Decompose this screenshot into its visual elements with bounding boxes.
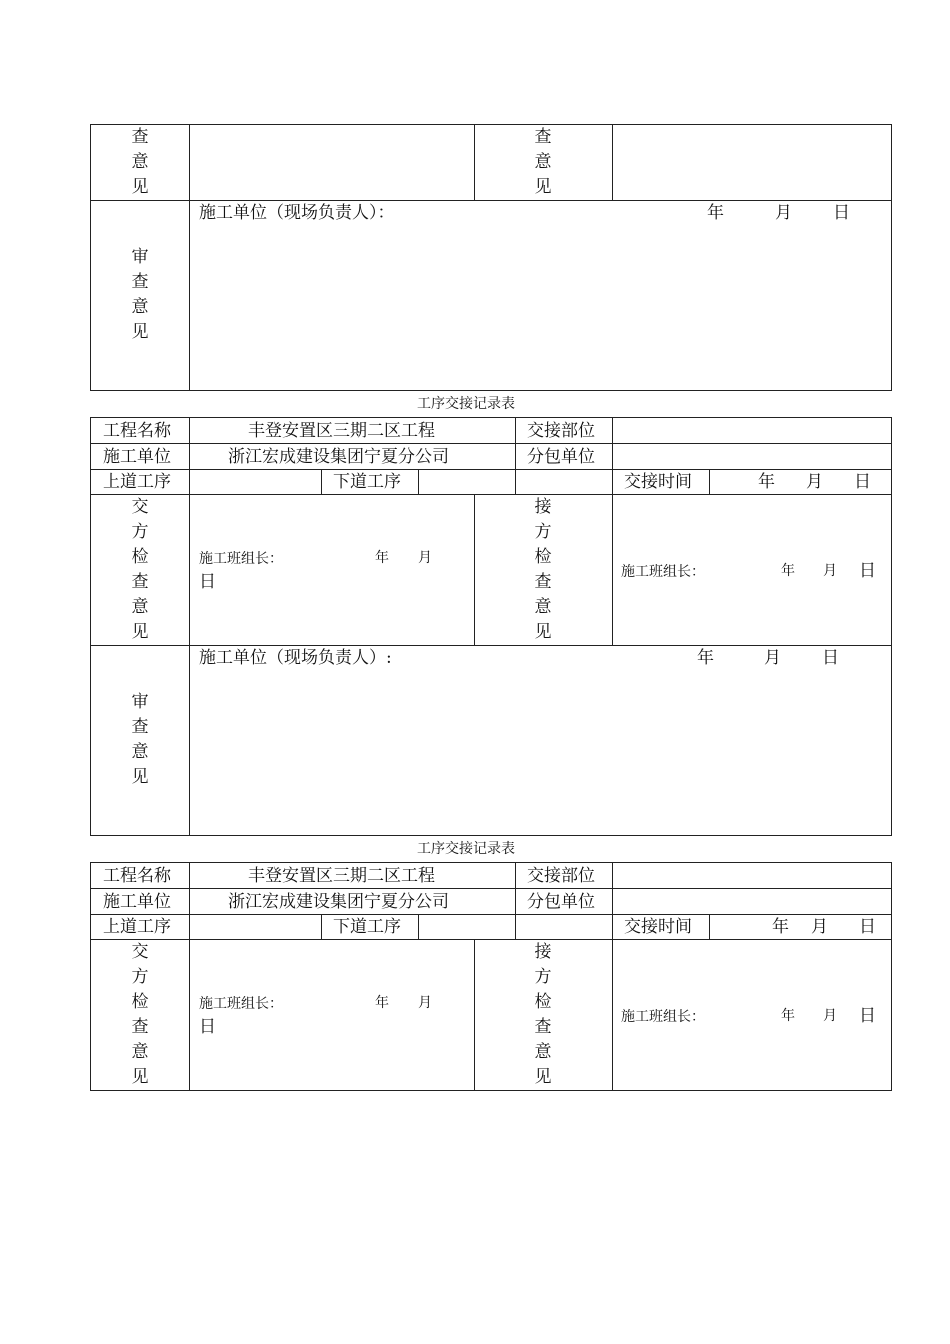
project-name-value: 丰登安置区三期二区工程 bbox=[248, 421, 435, 441]
handover-time-day: 日 bbox=[854, 472, 871, 492]
form-title: 工序交接记录表 bbox=[417, 841, 515, 857]
handover-time-month: 月 bbox=[811, 917, 828, 937]
team-leader-day-left: 日 bbox=[199, 572, 216, 592]
top-review-text: 施工单位（现场负责人）： bbox=[199, 203, 395, 223]
top-review-month: 月 bbox=[775, 203, 792, 223]
handover-part-label: 交接部位 bbox=[527, 421, 595, 441]
team-leader-year-left: 年 bbox=[375, 995, 389, 1011]
next-process-label: 下道工序 bbox=[333, 917, 401, 937]
team-leader-label-left: 施工班组长： bbox=[199, 996, 283, 1012]
project-name-label: 工程名称 bbox=[103, 866, 171, 886]
next-process-label: 下道工序 bbox=[333, 472, 401, 492]
prev-process-label: 上道工序 bbox=[103, 917, 171, 937]
handover-time-day: 日 bbox=[859, 917, 876, 937]
top-right-check-label: 查 意 见 bbox=[534, 127, 552, 197]
construction-unit-label: 施工单位 bbox=[103, 447, 171, 467]
team-leader-year-right: 年 bbox=[781, 563, 795, 579]
team-leader-year-right: 年 bbox=[781, 1008, 795, 1024]
review-month: 月 bbox=[764, 648, 781, 668]
construction-unit-label: 施工单位 bbox=[103, 892, 171, 912]
handover-check-label: 交 方 检 查 意 见 bbox=[131, 942, 149, 1087]
handover-time-label: 交接时间 bbox=[624, 917, 692, 937]
project-name-label: 工程名称 bbox=[103, 421, 171, 441]
review-year: 年 bbox=[697, 648, 714, 668]
subcontract-label: 分包单位 bbox=[527, 447, 595, 467]
handover-part-label: 交接部位 bbox=[527, 866, 595, 886]
construction-unit-value: 浙江宏成建设集团宁夏分公司 bbox=[228, 447, 449, 467]
team-leader-day-right: 日 bbox=[859, 561, 876, 581]
team-leader-label-right: 施工班组长： bbox=[621, 564, 705, 580]
team-leader-year-left: 年 bbox=[375, 550, 389, 566]
handover-time-month: 月 bbox=[806, 472, 823, 492]
handover-check-label: 交 方 检 查 意 见 bbox=[131, 497, 149, 642]
top-review-year: 年 bbox=[707, 203, 724, 223]
handover-time-year: 年 bbox=[758, 472, 775, 492]
handover-time-year: 年 bbox=[772, 917, 789, 937]
handover-time-label: 交接时间 bbox=[624, 472, 692, 492]
team-leader-day-left: 日 bbox=[199, 1017, 216, 1037]
team-leader-month-left: 月 bbox=[418, 550, 432, 566]
team-leader-label-left: 施工班组长： bbox=[199, 551, 283, 567]
top-review-day: 日 bbox=[833, 203, 850, 223]
team-leader-month-left: 月 bbox=[418, 995, 432, 1011]
team-leader-day-right: 日 bbox=[859, 1006, 876, 1026]
review-label: 审 查 意 见 bbox=[131, 692, 149, 787]
form-title: 工序交接记录表 bbox=[417, 396, 515, 412]
review-text: 施工单位（现场负责人）: bbox=[199, 648, 392, 668]
top-review-label: 审 查 意 见 bbox=[131, 247, 149, 342]
receive-check-label: 接 方 检 查 意 见 bbox=[534, 942, 552, 1087]
review-day: 日 bbox=[822, 648, 839, 668]
team-leader-month-right: 月 bbox=[823, 563, 837, 579]
team-leader-month-right: 月 bbox=[823, 1008, 837, 1024]
subcontract-label: 分包单位 bbox=[527, 892, 595, 912]
project-name-value: 丰登安置区三期二区工程 bbox=[248, 866, 435, 886]
top-left-check-label: 查 意 见 bbox=[131, 127, 149, 197]
receive-check-label: 接 方 检 查 意 见 bbox=[534, 497, 552, 642]
team-leader-label-right: 施工班组长： bbox=[621, 1009, 705, 1025]
prev-process-label: 上道工序 bbox=[103, 472, 171, 492]
construction-unit-value: 浙江宏成建设集团宁夏分公司 bbox=[228, 892, 449, 912]
